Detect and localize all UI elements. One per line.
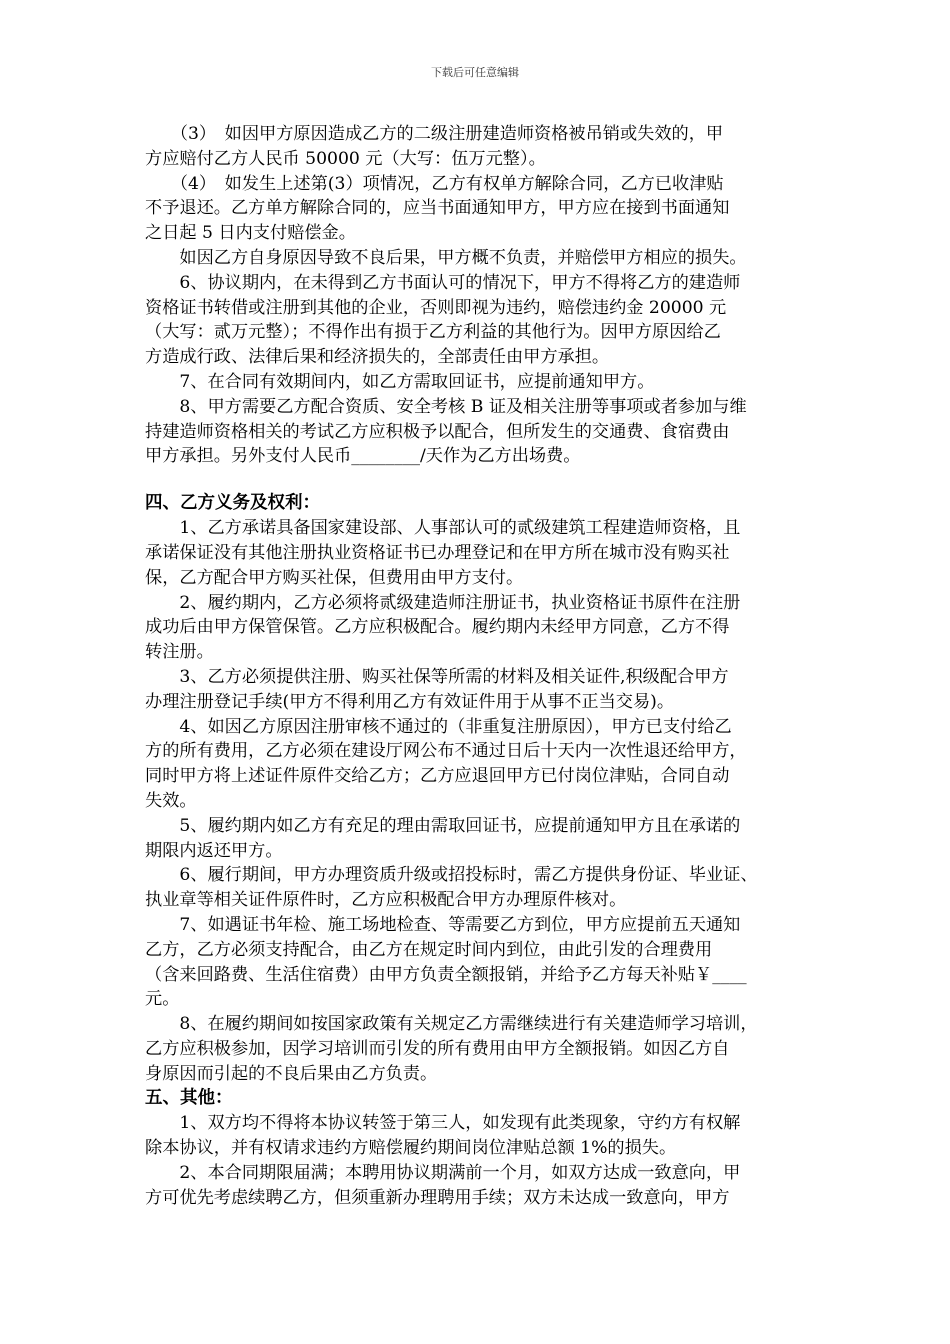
paragraph-line: 6、协议期内，在未得到乙方书面认可的情况下，甲方不得将乙方的建造师 bbox=[145, 272, 741, 293]
paragraph-line: 6、履行期间，甲方办理资质升级或招投标时，需乙方提供身份证、毕业证、 bbox=[145, 865, 758, 886]
clause-paragraph bbox=[145, 246, 807, 271]
paragraph-line: 承诺保证没有其他注册执业资格证书已办理登记和在甲方所在城市没有购买社 bbox=[145, 542, 730, 563]
section-heading: 四、乙方义务及权利： bbox=[145, 493, 320, 514]
paragraph-line: 方可优先考虑续聘乙方，但须重新办理聘用手续；双方未达成一致意向，甲方 bbox=[145, 1187, 730, 1208]
clause-paragraph bbox=[145, 1111, 807, 1161]
paragraph-line: 3、乙方必须提供注册、购买社保等所需的材料及相关证件,积级配合甲方 bbox=[145, 666, 729, 687]
paragraph-line: 不予退还。乙方单方解除合同的，应当书面通知甲方，甲方应在接到书面通知 bbox=[145, 198, 730, 219]
paragraph-line: 8、甲方需要乙方配合资质、安全考核 B 证及相关注册等事项或者参加与维 bbox=[145, 396, 747, 417]
paragraph-line: 身原因而引起的不良后果由乙方负责。 bbox=[145, 1063, 438, 1084]
paragraph-line: 持建造师资格相关的考试乙方应积极予以配合，但所发生的交通费、食宿费由 bbox=[145, 421, 730, 442]
paragraph-line: 失效。 bbox=[145, 790, 197, 811]
paragraph-line: （大写：贰万元整）；不得作出有损于乙方利益的其他行为。因甲方原因给乙 bbox=[145, 322, 721, 343]
paragraph-line: 成功后由甲方保管保管。乙方应积极配合。履约期内未经甲方同意，乙方不得 bbox=[145, 617, 730, 638]
paragraph-line: 2、履约期内，乙方必须将贰级建造师注册证书，执业资格证书原件在注册 bbox=[145, 592, 741, 613]
paragraph-line: 1、双方均不得将本协议转签于第三人，如发现有此类现象，守约方有权解 bbox=[145, 1113, 741, 1134]
section-spacer bbox=[145, 469, 807, 491]
paragraph-line: 之日起 5 日内支付赔偿金。 bbox=[145, 223, 356, 244]
paragraph-line: 8、在履约期间如按国家政策有关规定乙方需继续进行有关建造师学习培训， bbox=[145, 1014, 758, 1035]
clause-paragraph bbox=[145, 863, 807, 913]
document-body bbox=[145, 122, 807, 1211]
clause-paragraph bbox=[145, 814, 807, 864]
paragraph-line: 5、履约期内如乙方有充足的理由需取回证书，应提前通知甲方且在承诺的 bbox=[145, 815, 741, 836]
clause-paragraph bbox=[145, 913, 807, 1012]
paragraph-line: 2、本合同期限届满；本聘用协议期满前一个月，如双方达成一致意向，甲 bbox=[145, 1163, 741, 1184]
paragraph-line: 期限内返还甲方。 bbox=[145, 840, 283, 861]
paragraph-line: 执业章等相关证件原件时，乙方应积极配合甲方办理原件核对。 bbox=[145, 890, 627, 911]
clause-paragraph bbox=[145, 172, 807, 246]
paragraph-line: 乙方，乙方必须支持配合，由乙方在规定时间内到位，由此引发的合理费用 bbox=[145, 939, 713, 960]
clause-paragraph bbox=[145, 1012, 807, 1086]
paragraph-line: 如因乙方自身原因导致不良后果，甲方概不负责，并赔偿甲方相应的损失。 bbox=[145, 247, 747, 268]
clause-paragraph bbox=[145, 370, 807, 395]
paragraph-line: （含来回路费、生活住宿费）由甲方负责全额报销，并给予乙方每天补贴￥____ bbox=[145, 964, 747, 985]
paragraph-line: 4、如因乙方原因注册审核不通过的（非重复注册原因），甲方已支付给乙 bbox=[145, 716, 732, 737]
paragraph-line: 转注册。 bbox=[145, 642, 214, 663]
paragraph-line: 办理注册登记手续(甲方不得利用乙方有效证件用于从事不正当交易)。 bbox=[145, 691, 675, 712]
paragraph-line: 同时甲方将上述证件原件交给乙方；乙方应退回甲方已付岗位津贴，合同自动 bbox=[145, 766, 730, 787]
paragraph-line: 方造成行政、法律后果和经济损失的，全部责任由甲方承担。 bbox=[145, 347, 610, 368]
clause-paragraph bbox=[145, 122, 807, 172]
paragraph-line: 1、乙方承诺具备国家建设部、人事部认可的贰级建筑工程建造师资格，且 bbox=[145, 518, 741, 539]
paragraph-line: 除本协议，并有权请求违约方赔偿履约期间岗位津贴总额 1%的损失。 bbox=[145, 1138, 677, 1159]
paragraph-line: 乙方应积极参加，因学习培训而引发的所有费用由甲方全额报销。如因乙方自 bbox=[145, 1038, 730, 1059]
paragraph-line: 方应赔付乙方人民币 50000 元（大写：伍万元整）。 bbox=[145, 148, 546, 169]
paragraph-line: 甲方承担。另外支付人民币________/天作为乙方出场费。 bbox=[145, 446, 581, 467]
paragraph-line: 7、如遇证书年检、施工场地检查、等需要乙方到位，甲方应提前五天通知 bbox=[145, 914, 741, 935]
section-heading: 五、其他： bbox=[145, 1088, 233, 1109]
paragraph-line: 元。 bbox=[145, 989, 180, 1010]
clause-paragraph bbox=[145, 665, 807, 715]
page-header: 下载后可任意编辑 bbox=[431, 66, 519, 79]
paragraph-line: 方的所有费用，乙方必须在建设厅网公布不通过日后十天内一次性退还给甲方， bbox=[145, 741, 747, 762]
clause-paragraph bbox=[145, 516, 807, 590]
paragraph-line: 保，乙方配合甲方购买社保，但费用由甲方支付。 bbox=[145, 567, 524, 588]
paragraph-line: 资格证书转借或注册到其他的企业，否则即视为违约，赔偿违约金 20000 元 bbox=[145, 297, 727, 318]
clause-paragraph bbox=[145, 271, 807, 370]
clause-paragraph bbox=[145, 715, 807, 814]
paragraph-line: （4） 如发生上述第(3）项情况，乙方有权单方解除合同，乙方已收津贴 bbox=[145, 173, 724, 194]
clause-paragraph bbox=[145, 1161, 807, 1211]
paragraph-line: （3） 如因甲方原因造成乙方的二级注册建造师资格被吊销或失效的，甲 bbox=[145, 124, 724, 144]
paragraph-line: 7、在合同有效期间内，如乙方需取回证书，应提前通知甲方。 bbox=[145, 371, 655, 392]
clause-paragraph bbox=[145, 395, 807, 469]
clause-paragraph bbox=[145, 591, 807, 665]
